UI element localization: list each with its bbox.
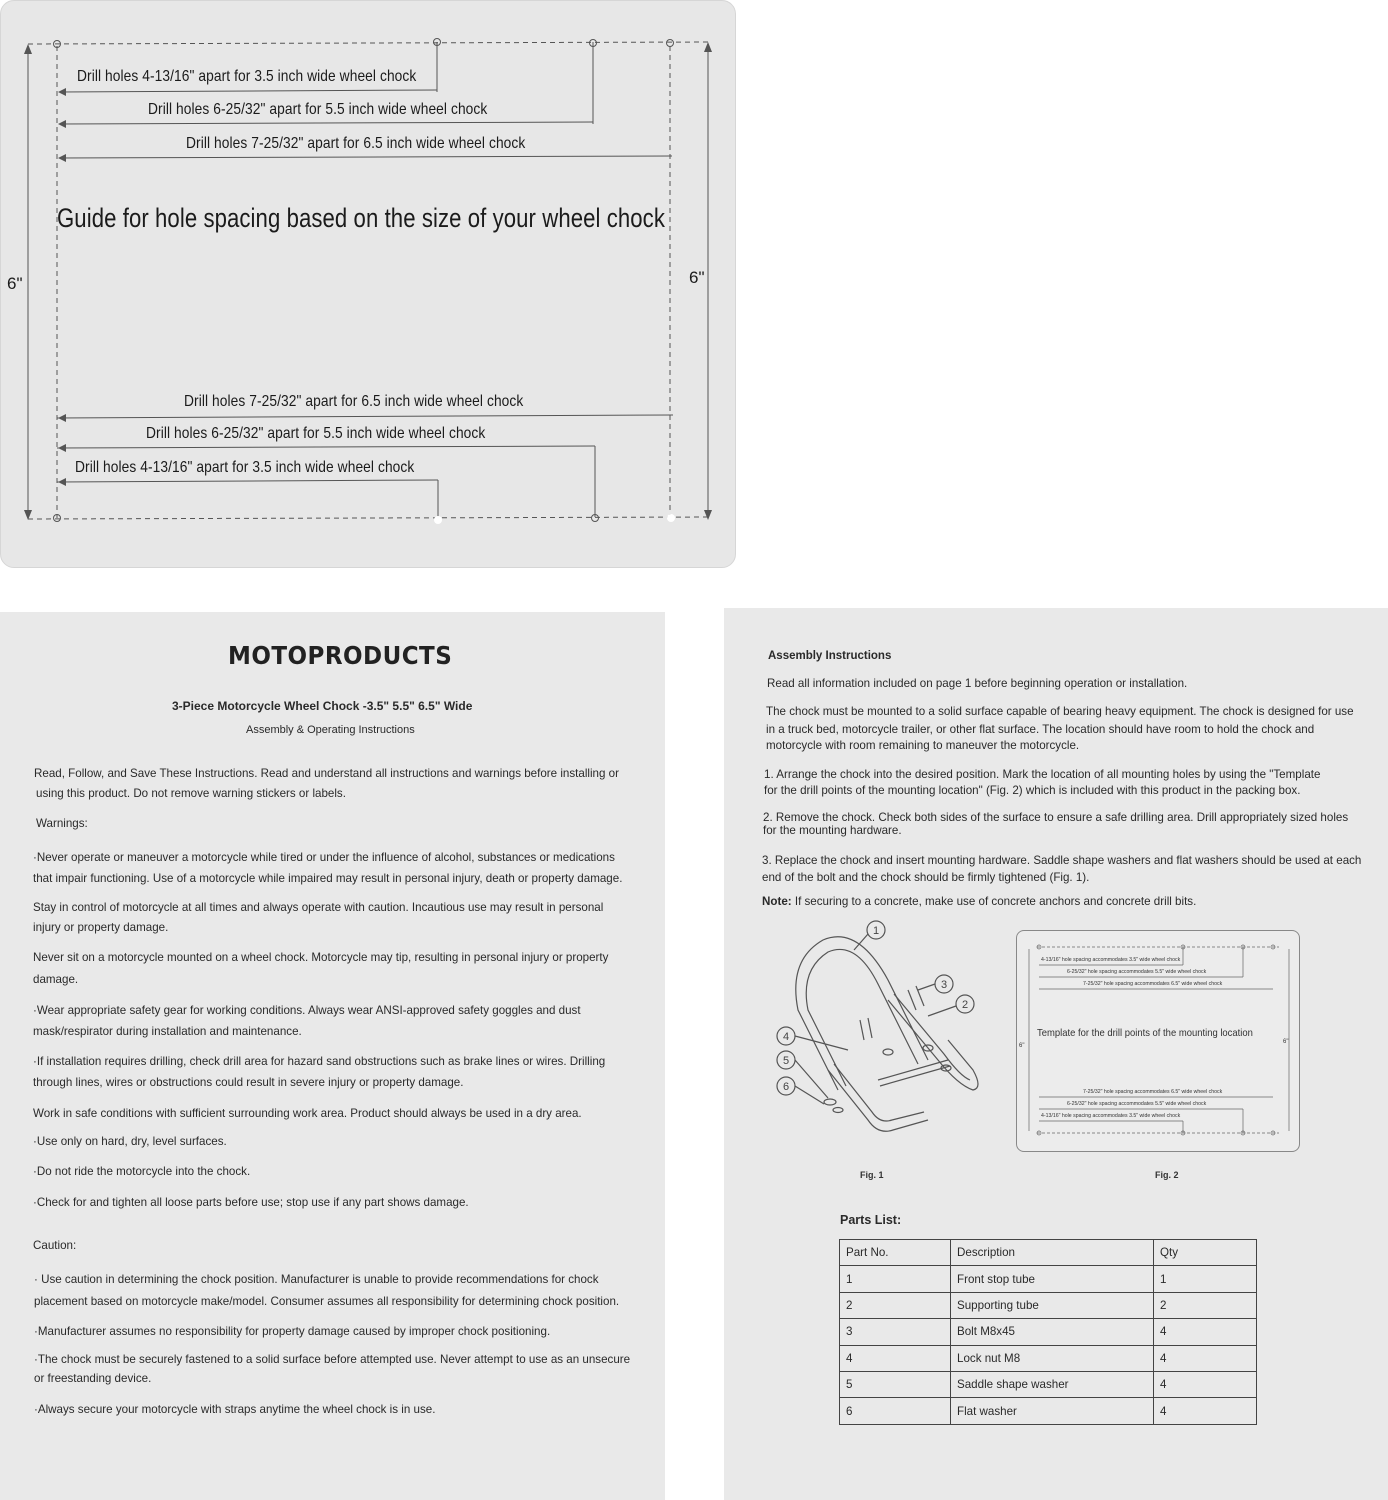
template-title: Guide for hole spacing based on the size of your wheel chock [57,203,665,233]
fig2-height-left: 6" [1019,1043,1025,1049]
description-cell: Lock nut M8 [951,1345,1154,1371]
drill-template-card [0,0,736,568]
assembly-line: 1. Arrange the chock into the desired position. Mark the location of all mounting holes by using the "Template [764,768,1321,781]
fig1-callout-3: 3 [940,979,948,991]
warning-line: mask/respirator during installation and maintenance. [33,1025,302,1038]
assembly-line: for the mounting hardware. [763,824,902,837]
caution-heading: Caution: [33,1239,77,1252]
caution-line: · Use caution in determining the chock position. Manufacturer is unable to provide recommendations for chock [34,1273,599,1286]
caution-line: placement based on motorcycle make/model. Consumer assumes all responsibility for determining chock position. [34,1295,620,1308]
product-subtitle: Assembly & Operating Instructions [246,724,415,736]
qty-cell: 4 [1154,1345,1257,1371]
qty-cell: 2 [1154,1292,1257,1318]
intro-line: using this product. Do not remove warning stickers or labels. [36,787,346,800]
caution-line: or freestanding device. [34,1372,152,1385]
assembly-line: motorcycle with room remaining to maneuver the motorcycle. [766,739,1080,752]
qty-cell: 4 [1154,1371,1257,1397]
column-header: Qty [1154,1240,1257,1266]
template-top-label-6-5: Drill holes 7-25/32" apart for 6.5 inch wide wheel chock [186,135,526,152]
fig2-bottom-label: 7-25/32" hole spacing accommodates 6.5" wide wheel chock [1083,1089,1223,1095]
table-header-row [840,1240,1257,1266]
warning-line: ·If installation requires drilling, check drill area for hazard sand obstructions such as brake lines or wires. Drilling [33,1055,606,1068]
parts-table [839,1239,1257,1425]
assembly-line: for the drill points of the mounting location" (Fig. 2) which is included with this product in the packing box. [764,784,1301,797]
qty-cell: 4 [1154,1398,1257,1424]
assembly-heading: Assembly Instructions [768,650,892,662]
qty-cell: 1 [1154,1266,1257,1292]
table-row [840,1266,1257,1292]
warnings-heading: Warnings: [36,817,88,830]
note-line [762,892,1196,912]
fig1-callout-4: 4 [782,1031,790,1043]
fig1-exploded-chock-drawing [768,920,1008,1160]
warning-line: ·Use only on hard, dry, level surfaces. [33,1135,227,1148]
caution-line: ·Always secure your motorcycle with straps anytime the wheel chock is in use. [34,1403,436,1416]
column-header: Part No. [840,1240,951,1266]
table-row [840,1319,1257,1345]
parts-list-heading: Parts List: [840,1213,902,1227]
fig1-caption: Fig. 1 [860,1170,884,1180]
description-cell: Bolt M8x45 [951,1319,1154,1345]
assembly-line: in a truck bed, motorcycle trailer, or other flat surface. The location should have room to hold the chock and [766,723,1315,736]
fig2-top-label: 7-25/32" hole spacing accommodates 6.5" wide wheel chock [1083,981,1223,987]
fig2-bottom-label: 4-13/16" hole spacing accommodates 3.5" wide wheel chock [1041,1113,1181,1119]
warning-line: Work in safe conditions with sufficient surrounding work area. Product should always be used in a dry area. [33,1107,582,1120]
warning-line: ·Wear appropriate safety gear for working conditions. Always wear ANSI-approved safety goggles and dust [33,1004,581,1017]
table-row [840,1292,1257,1318]
qty-cell: 4 [1154,1319,1257,1345]
description-cell: Supporting tube [951,1292,1154,1318]
fig2-caption: Fig. 2 [1155,1170,1179,1180]
instructions-page-2 [724,608,1388,1500]
fig2-bottom-label: 6-25/32" hole spacing accommodates 5.5" wide wheel chock [1067,1101,1207,1107]
template-bottom-label-3-5: Drill holes 4-13/16" apart for 3.5 inch wide wheel chock [75,459,415,476]
warning-line: ·Never operate or maneuver a motorcycle while tired or under the influence of alcohol, substances or medications [33,851,615,864]
fig2-top-label: 4-13/16" hole spacing accommodates 3.5" wide wheel chock [1041,957,1181,963]
template-top-label-3-5: Drill holes 4-13/16" apart for 3.5 inch wide wheel chock [77,68,417,85]
fig2-top-label: 6-25/32" hole spacing accommodates 5.5" wide wheel chock [1067,969,1207,975]
note-text: If securing to a concrete, make use of concrete anchors and concrete drill bits. [791,895,1197,908]
assembly-line: The chock must be mounted to a solid surface capable of bearing heavy equipment. The chock is designed for use [766,705,1354,718]
column-header: Description [951,1240,1154,1266]
template-height-right: 6" [689,268,705,287]
product-title: 3-Piece Motorcycle Wheel Chock -3.5" 5.5" 6.5" Wide [172,699,473,713]
warning-line: ·Do not ride the motorcycle into the chock. [33,1165,251,1178]
assembly-line: end of the bolt and the chock should be firmly tightened (Fig. 1). [762,871,1090,884]
part-no-cell: 5 [840,1371,951,1397]
assembly-line: 3. Replace the chock and insert mounting hardware. Saddle shape washers and flat washers should be used at each [762,854,1362,867]
warning-line: through lines, wires or obstructions could result in severe injury or property damage. [33,1076,464,1089]
intro-line: Read, Follow, and Save These Instructions. Read and understand all instructions and warnings before installing or [34,767,619,780]
warning-line: Never sit on a motorcycle mounted on a wheel chock. Motorcycle may tip, resulting in personal injury or property [33,951,609,964]
fig1-callout-5: 5 [782,1055,790,1067]
caution-line: ·Manufacturer assumes no responsibility for property damage caused by improper chock positioning. [34,1325,551,1338]
fig2-height-right: 6" [1283,1039,1289,1045]
fig1-callout-1: 1 [872,925,880,937]
template-height-left: 6" [7,274,23,293]
caution-line: ·The chock must be securely fastened to a solid surface before attempted use. Never attempt to use as an unsecure [34,1353,631,1366]
assembly-line: Read all information included on page 1 before beginning operation or installation. [767,677,1188,690]
fig1-callout-2: 2 [961,999,969,1011]
fig1-callout-6: 6 [782,1081,790,1093]
warning-line: that impair functioning. Use of a motorcycle while impaired may result in personal injury, death or property damage. [33,872,623,885]
template-bottom-label-6-5: Drill holes 7-25/32" apart for 6.5 inch wide wheel chock [184,393,524,410]
warning-line: ·Check for and tighten all loose parts before use; stop use if any part shows damage. [33,1196,469,1209]
part-no-cell: 6 [840,1398,951,1424]
instructions-page-1 [0,612,665,1500]
warning-line: Stay in control of motorcycle at all times and always operate with caution. Incautious use may result in personal [33,901,604,914]
part-no-cell: 4 [840,1345,951,1371]
fig2-title: Template for the drill points of the mounting location [1037,1027,1253,1039]
warning-line: injury or property damage. [33,921,169,934]
part-no-cell: 1 [840,1266,951,1292]
fig2-template-thumbnail [1016,930,1300,1152]
table-row [840,1345,1257,1371]
template-bottom-label-5-5: Drill holes 6-25/32" apart for 5.5 inch wide wheel chock [146,425,486,442]
part-no-cell: 2 [840,1292,951,1318]
warning-line: damage. [33,973,79,986]
description-cell: Front stop tube [951,1266,1154,1292]
description-cell: Saddle shape washer [951,1371,1154,1397]
assembly-line: 2. Remove the chock. Check both sides of the surface to ensure a safe drilling area. Drill appropriately sized holes [763,811,1349,824]
template-top-label-5-5: Drill holes 6-25/32" apart for 5.5 inch wide wheel chock [148,101,488,118]
part-no-cell: 3 [840,1319,951,1345]
table-row [840,1398,1257,1424]
description-cell: Flat washer [951,1398,1154,1424]
table-row [840,1371,1257,1397]
brand-logo: MOTOPRODUCTS [228,641,453,670]
note-label: Note: [762,895,792,908]
